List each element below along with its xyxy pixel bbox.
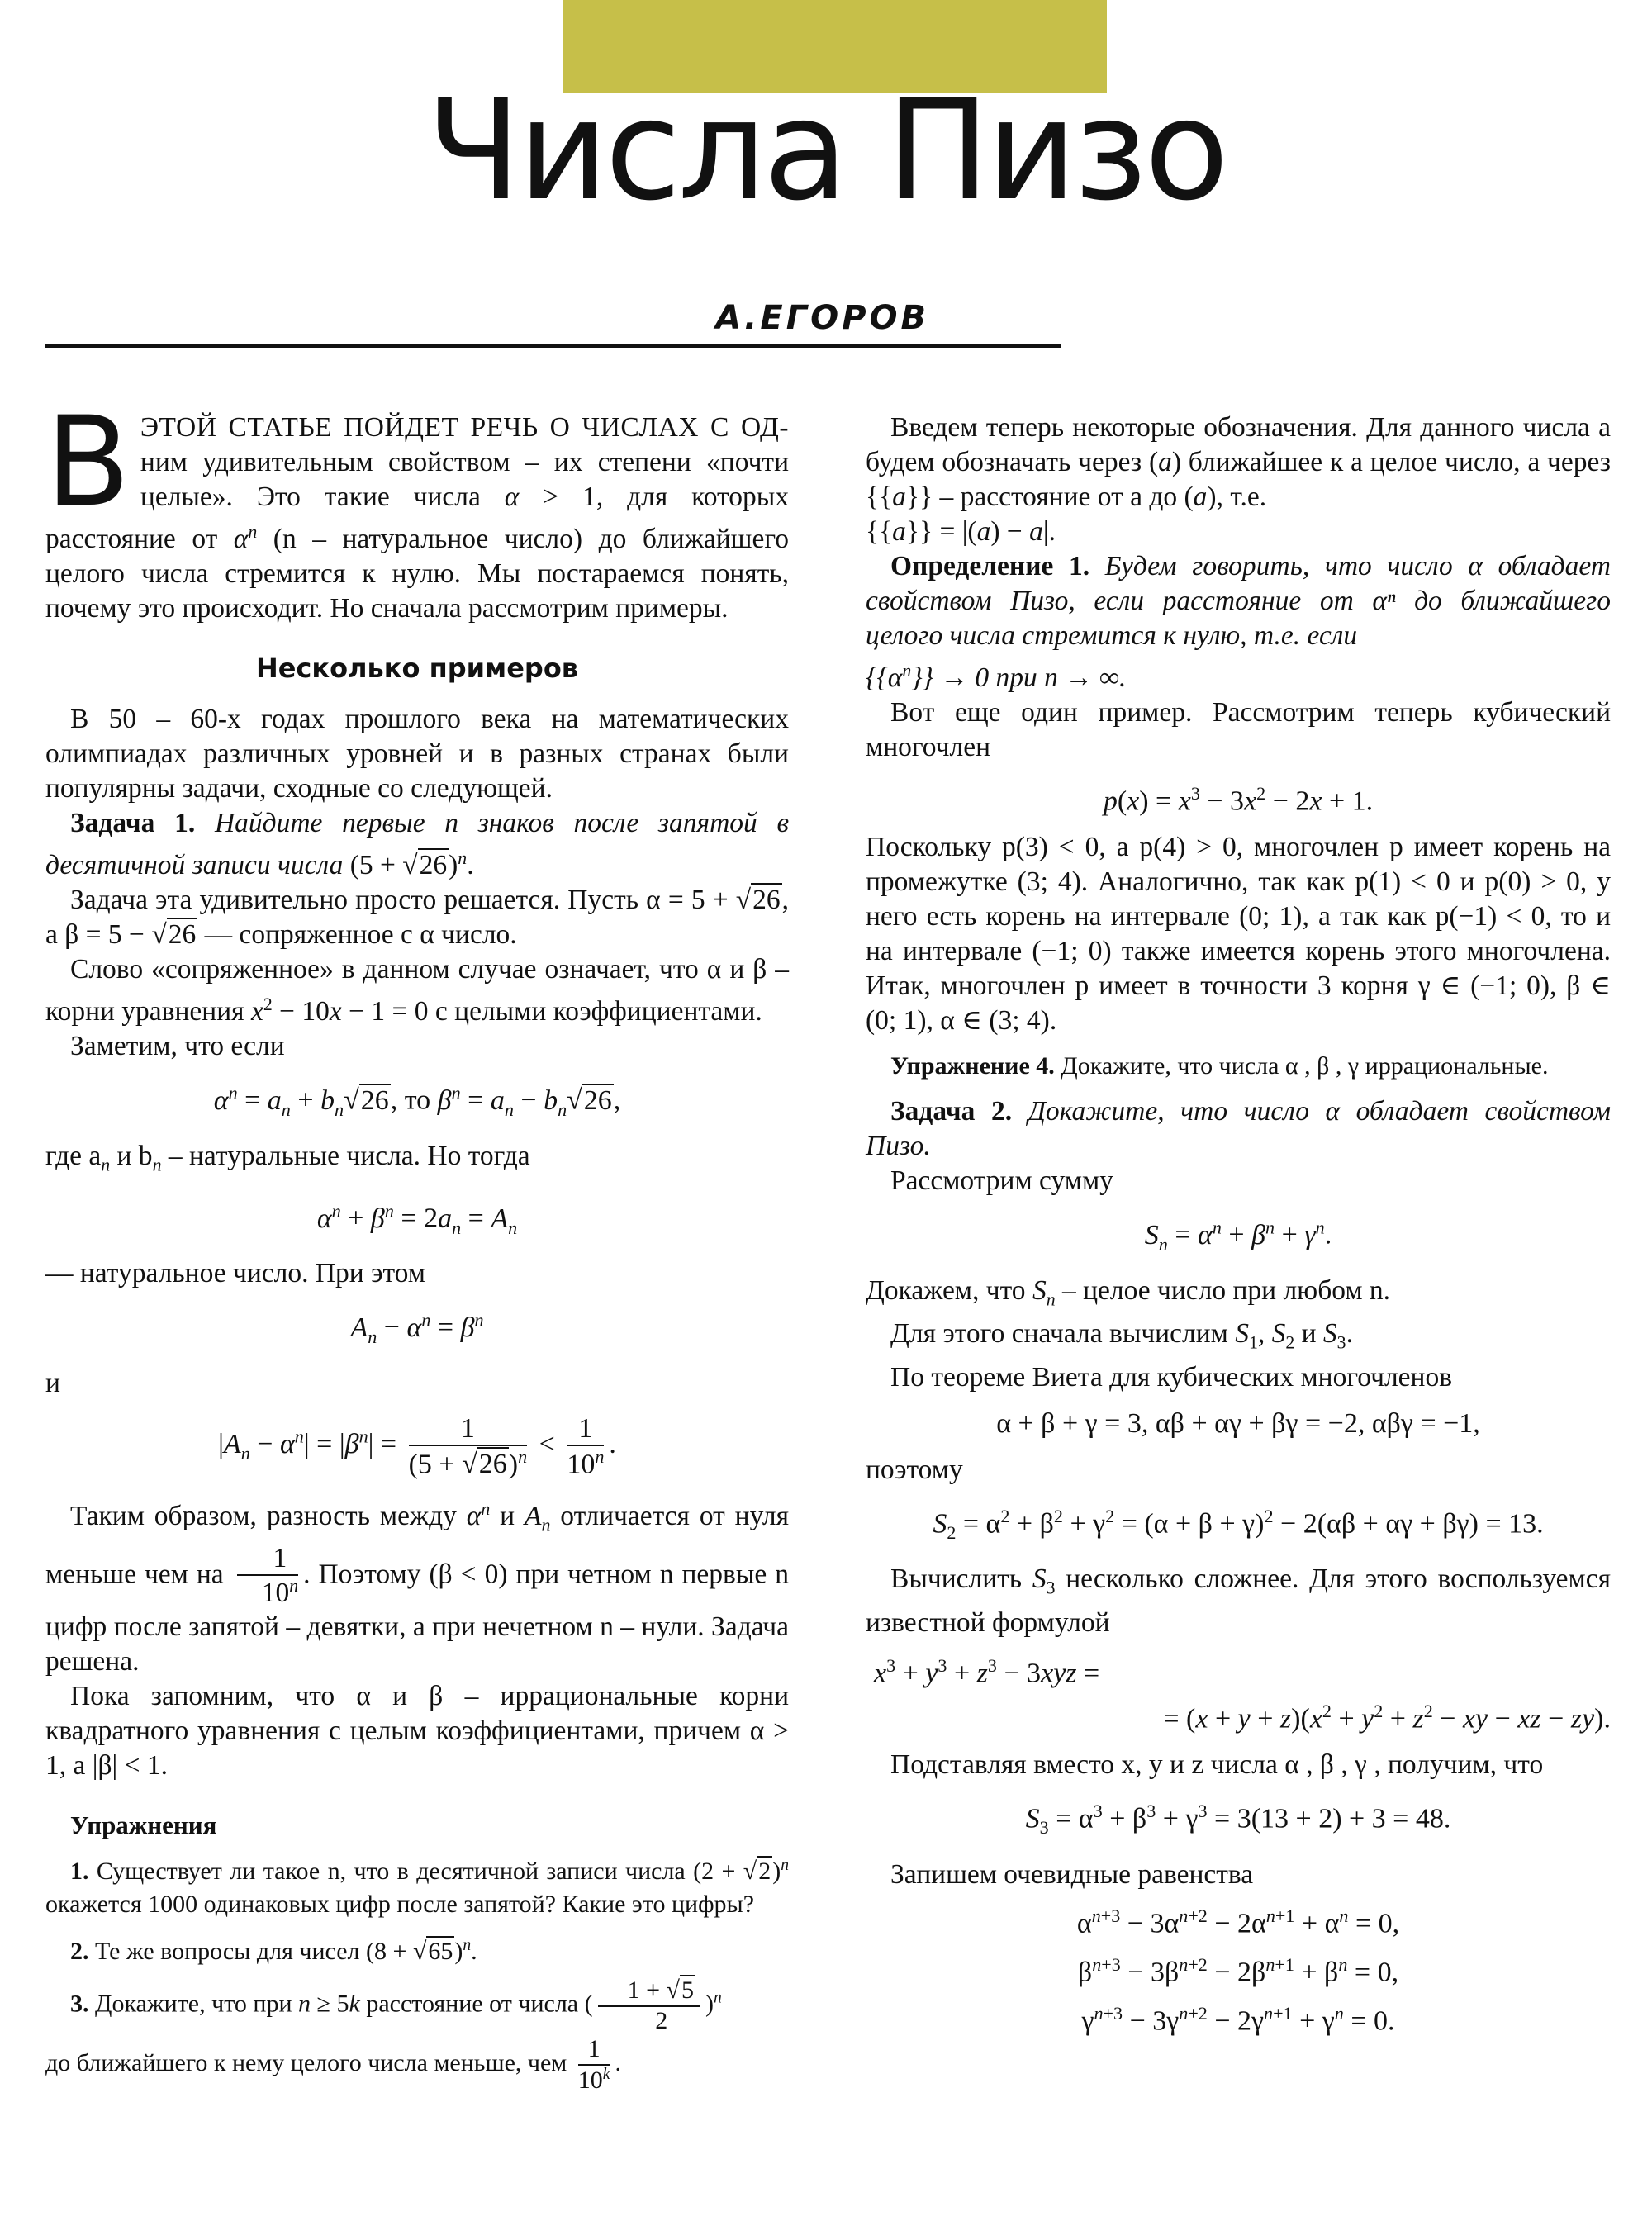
text: Введем теперь некоторые обозначения. Для данного числа a будем обозначать через (866, 412, 1611, 477)
text: Докажите, что при (95, 1990, 299, 2018)
definition-1 (866, 549, 1611, 653)
task-text: Докажите, что число α обладает свойством Пизо. (866, 1096, 1612, 1162)
formula-inline: {{a}} = |(a) − a|. (866, 516, 1056, 547)
text: отличается от нуля меньше чем на (45, 1501, 789, 1590)
paragraph: Пока запомним, что α и β – иррациональные корни квадратного уравнения с целым коэффициентами, причем α > 1, а |β| < 1. (45, 1681, 789, 1782)
formula: $p(x) = x^3 - 3x^2 - 2x + 1$. (1103, 783, 1374, 817)
text: Существует ли такое n, что в десятичной записи числа (96, 1858, 694, 1886)
paragraph: Для этого сначала вычислим $S_1$, $S_2$ и $S_3$. (890, 1318, 1353, 1353)
text: с целыми коэффициентами. (428, 996, 762, 1027)
text: Пока запомним, что α и β – иррациональные корни квадратного уравнения с целым коэффициентами, причем (45, 1681, 789, 1747)
formula: $\beta^{n+3} - 3\beta^{n+2} - 2\beta^{n+1} + \beta^n = 0$, (1077, 1953, 1399, 1988)
text: и (490, 1501, 525, 1532)
text: – расстояние от a до (933, 482, 1184, 512)
intro-text-a: ним удивительным свойством – их степени «почти целые». Это такие числа (140, 447, 789, 512)
exercise-label: Упражнение 4. (890, 1052, 1055, 1080)
text: несколько сложнее. Для этого воспользуемся известной формулой (866, 1564, 1611, 1638)
exercise-2: 2. Те же вопросы для чисел $(8 + √65)^n$. (70, 1937, 477, 1966)
text: — сопряженное с α число. (197, 919, 517, 951)
task-2 (866, 1094, 1611, 1164)
paragraph: Таким образом, разность между $\alpha^n$ и $A_n$ отличается от нуля меньше чем на $\frac{1}{10^n}$ . Поэтому (β < 0) при четном n первые n цифр после запятой – девятки, а при нечетном n – нули. Задача решена. (45, 1499, 789, 1677)
lead-caps: ЭТОЙ СТАТЬЕ ПОЙДЕТ РЕЧЬ О ЧИСЛАХ С ОД- (140, 412, 789, 443)
section-heading: Несколько примеров (255, 652, 579, 685)
text: Докажем, что (866, 1274, 1032, 1306)
paragraph: где $a_n$ и $b_n$ – натуральные числа. Но тогда (45, 1140, 530, 1175)
text: Слово «сопряженное» в данном случае означает, что (70, 954, 707, 985)
text: – целое число при любом n. (1055, 1274, 1391, 1306)
paragraph: По теореме Виета для кубических многочленов (890, 1361, 1453, 1393)
paragraph: — натуральное число. При этом (45, 1258, 425, 1289)
definition-label: Определение 1. (890, 551, 1090, 581)
paragraph: Запишем очевидные равенства (890, 1858, 1254, 1890)
exercise-4 (866, 1050, 1611, 1083)
text: корни уравнения (45, 996, 251, 1027)
paragraph: Подставляя вместо x, y и z числа α , β , γ , получим, что (890, 1749, 1544, 1781)
formula: $x^3 + y^3 + z^3 - 3xyz$ = (874, 1654, 1100, 1689)
formula: $S_n = \alpha^n + \beta^n + \gamma^n$. (1144, 1217, 1332, 1255)
text: Вычислить (890, 1564, 1032, 1595)
text: ближайшее к a целое число, а через (1181, 447, 1612, 477)
formula: $\alpha^n + \beta^n = 2a_n = A_n$ (316, 1200, 518, 1238)
paragraph: Заметим, что если (70, 1031, 285, 1062)
article-title: Числа Пизо (425, 69, 1227, 231)
exercise-3-cont: до ближайшего к нему целого числа меньше, чем $\frac{1}{10^k}$ . (45, 2035, 621, 2094)
text: при (989, 662, 1045, 694)
formula: $A_n - \alpha^n = \beta^n$ (350, 1309, 484, 1347)
text: где a (45, 1140, 102, 1171)
text: Поскольку p(3) < 0, а p(4) > 0, многочлен p имеет корень на промежутке (3; 4). Аналогично, так как p(1) < 0 и p(0) > 0, у него есть корень на интервале (0; 1), а так как p(−1) < 0, то и на интервале (−1; 0) также имеется корень этого многочлена. Итак, многочлен p имеет в точности 3 корня (866, 832, 1611, 1002)
paragraph: В 50 – 60-х годах прошлого века на математических олимпиадах различных уровней и в разных странах были популярны задачи, сходные со следующей. (45, 704, 789, 804)
text: и b (110, 1140, 153, 1171)
task-label: Задача 1. (70, 808, 196, 839)
text: Для этого сначала вычислим (890, 1318, 1236, 1350)
paragraph: Слово «сопряженное» в данном случае означает, что α и β – корни уравнения $x^2 - 10x - 1 = 0$ с целыми коэффициентами. (45, 954, 790, 1027)
task-1: Задача 1. Найдите первые n знаков после запятой в десятичной записи числа $(5 + √26)^n$. (45, 808, 789, 881)
text: Задача эта удивительно просто решается. Пусть (70, 885, 647, 916)
left-column (45, 391, 790, 2095)
formula: $|A_n - \alpha^n| = |\beta^n|$ = $\frac{1}{(5 + √26)^n}$ < $\frac{1}{10^n}$ . (218, 1412, 616, 1479)
author-rule (45, 344, 1061, 348)
formula: $\alpha^n = a_n + b_n√26$, то $\beta^n = a_n - b_n√26$, (213, 1082, 621, 1120)
paragraph: Докажем, что $S_n$ – целое число при любом n. (866, 1274, 1391, 1310)
task-label: Задача 2. (890, 1096, 1013, 1127)
formula: $\gamma^{n+3} - 3\gamma^{n+2} - 2\gamma^{n+1} + \gamma^n = 0$. (1081, 2003, 1395, 2037)
intro-paragraph: В ЭТОЙ СТАТЬЕ ПОЙДЕТ РЕЧЬ О ЧИСЛАХ С ОД- ним удивительным свойством – их степени «почти целые». Это такие числа α > 1, для которых расстояние от $\alpha^n$ (n – натуральное число) до ближайшего целого числа стремится к нулю. Мы постараемся понять, почему это происходит. Но сначала рассмотрим примеры. (45, 391, 789, 624)
intro-text-b: , для которых расстояние от (45, 482, 789, 555)
text: расстояние от числа (359, 1990, 585, 2018)
paragraph: Поскольку p(3) < 0, а p(4) > 0, многочлен p имеет корень на промежутке (3; 4). Аналогично, так как p(1) < 0 и p(0) > 0, у него есть корень на интервале (0; 1), а так как p(−1) < 0, то и на интервале (−1; 0) также имеется корень этого многочлена. Итак, многочлен p имеет в точности 3 корня γ ∈ (−1; 0), β ∈ (0; 1), α ∈ (3; 4). (866, 832, 1611, 1037)
text: , а (45, 885, 789, 951)
intro-text-c: (n – натуральное число) до ближайшего целого числа стремится к нулю. Мы постараемся понять, почему это происходит. Но сначала рассмотрим примеры. (45, 524, 789, 624)
text: , т.е. (1216, 482, 1267, 512)
conjunction: поэтому (866, 1454, 963, 1485)
text: Те же вопросы для чисел (95, 1938, 367, 1966)
task-text: Найдите первые n знаков после запятой в десятичной записи числа (45, 808, 789, 881)
text: , а (59, 1750, 93, 1782)
text: до ближайшего к нему целого числа меньше, чем (45, 2048, 573, 2076)
text: , то (390, 1084, 431, 1116)
text: Таким образом, разность между (70, 1501, 467, 1532)
formula: $S_3 = \alpha^3 + \beta^3 + \gamma^3 = 3(13 + 2) + 3 = 48$. (1025, 1801, 1451, 1839)
formula: = $(x + y + z)(x^2 + y^2 + z^2$ − xy − xz − zy). (1163, 1701, 1611, 1734)
paragraph: Вычислить $S_3$ несколько сложнее. Для этого воспользуемся известной формулой (866, 1564, 1611, 1638)
definition-text: Будем говорить, что число α обладает свойством Пизо, если расстояние от αⁿ до ближайшего целого числа стремится к нулю, т.е. если (866, 551, 1612, 651)
paragraph: Задача эта удивительно просто решается. Пусть α = 5 + √26, а β = 5 − √26 — сопряженное с α число. (45, 885, 789, 951)
paragraph: Введем теперь некоторые обозначения. Для данного числа a будем обозначать через (a) ближайшее к a целое число, а через {{a}} – расстояние от a до (a), т.е. (866, 412, 1612, 512)
formula: α + β + γ = 3, αβ + αγ + βγ = −2, αβγ = −1, (996, 1407, 1480, 1439)
definition-formula: $\{\{\alpha^n\}\} \to 0$ при n → ∞. (866, 661, 1127, 694)
exercises-heading: Упражнения (70, 1810, 217, 1840)
text: при четном n первые n цифр после запятой – девятки, а при нечетном n – нули. Задача решена. (45, 1559, 789, 1677)
text: . Поэтому (303, 1559, 430, 1590)
exercise-1: 1. Существует ли такое n, что в десятичной записи числа $(2 + √2)^n$ окажется 1000 одинаковых цифр после запятой? Какие это цифры? (45, 1857, 790, 1919)
paragraph: Вот еще один пример. Рассмотрим теперь кубический многочлен (866, 697, 1611, 763)
conjunction: и (45, 1367, 60, 1398)
paragraph: Рассмотрим сумму (890, 1165, 1113, 1197)
right-column (866, 410, 1611, 2046)
author-name: А.ЕГОРОВ (715, 299, 929, 337)
text: – натуральные числа. Но тогда (161, 1140, 530, 1171)
formula: $\alpha^{n+3} - 3\alpha^{n+2} - 2\alpha^{n+1} + \alpha^n = 0$, (1076, 1905, 1400, 1938)
exercise-3: 3. Докажите, что при n ≥ 5k расстояние от числа ( $\frac{1 + √5}{2}$ )$^n$ (70, 1976, 722, 2034)
exercise-text: Докажите, что числа α , β , γ иррациональные. (1054, 1052, 1549, 1080)
formula: $S_2 = \alpha^2 + \beta^2 + \gamma^2 = (\alpha + \beta + \gamma)^2 - 2(\alpha\beta + \alpha\gamma + \beta\gamma) = 13$. (933, 1505, 1544, 1544)
drop-cap: В (45, 391, 131, 534)
text: окажется 1000 одинаковых цифр после запятой? Какие это цифры? (45, 1891, 755, 1919)
